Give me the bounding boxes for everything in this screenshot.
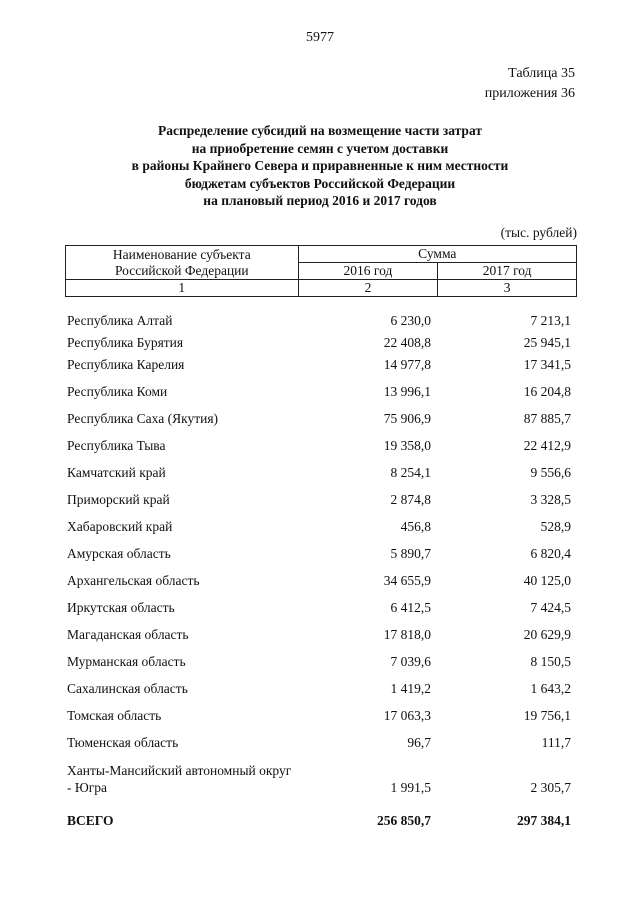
value-2016: 7 039,6 [390, 654, 431, 669]
year-2017-header: 2017 год [438, 263, 577, 280]
value-2017: 22 412,9 [523, 438, 571, 453]
value-2017: 25 945,1 [523, 335, 571, 350]
value-2017: 16 204,8 [523, 384, 571, 399]
value-2017: 40 125,0 [523, 573, 571, 588]
value-2016: 456,8 [400, 519, 431, 534]
value-2017: 528,9 [540, 519, 571, 534]
value-2016: 17 063,3 [383, 708, 431, 723]
table-body [65, 312, 577, 829]
region-name: Республика Тыва [67, 438, 166, 453]
name-header-line2: Российской Федерации [114, 262, 249, 278]
table-reference [485, 64, 575, 104]
value-2016: 34 655,9 [383, 573, 431, 588]
table-ref-line1: Таблица 35 [508, 66, 575, 81]
table-row [65, 454, 577, 481]
region-name: Амурская область [67, 546, 171, 561]
value-2017: 7 213,1 [530, 313, 571, 328]
table-row-total [65, 796, 577, 829]
region-name: Республика Алтай [67, 313, 173, 328]
page-number: 5977 [306, 30, 334, 45]
region-name: Приморский край [67, 492, 170, 507]
region-name: Архангельская область [67, 573, 200, 588]
title-line: на приобретение семян с учетом доставки [191, 140, 449, 156]
table-row [65, 670, 577, 697]
name-header-line1: Наименование субъекта [112, 246, 251, 262]
table-row [65, 481, 577, 508]
value-2016: 1 991,5 [390, 780, 431, 795]
sum-column-header: Сумма [298, 246, 576, 263]
region-name: Иркутская область [67, 600, 175, 615]
value-2016: 19 358,0 [383, 438, 431, 453]
value-2017: 8 150,5 [530, 654, 571, 669]
table-row [65, 427, 577, 454]
units-label: (тыс. рублей) [500, 225, 577, 240]
region-name: Ханты-Мансийский автономный округ - Югра [67, 763, 292, 795]
value-2017: 19 756,1 [523, 708, 571, 723]
column-number-3: 3 [438, 280, 577, 297]
value-2016: 17 818,0 [383, 627, 431, 642]
region-name: Камчатский край [67, 465, 166, 480]
table-row [65, 616, 577, 643]
table-row [65, 373, 577, 400]
title-line: в районы Крайнего Севера и приравненные к ним местности [131, 158, 509, 173]
table-row [65, 751, 577, 796]
value-2017: 87 885,7 [523, 411, 571, 426]
region-name: Республика Бурятия [67, 335, 184, 350]
name-column-header [66, 246, 299, 280]
table-row [65, 562, 577, 589]
value-2017: 20 629,9 [523, 627, 571, 642]
table-row [65, 508, 577, 535]
region-name: Томская область [67, 708, 162, 723]
region-name: Сахалинская область [67, 681, 188, 696]
table-row [65, 329, 577, 351]
table-row [65, 351, 577, 373]
year-2016-header: 2016 год [298, 263, 438, 280]
value-2016: 6 412,5 [390, 600, 431, 615]
total-label: ВСЕГО [67, 813, 114, 828]
region-name: Тюменская область [67, 735, 179, 750]
title-line: на плановый период 2016 и 2017 годов [203, 193, 437, 208]
table-ref-line2: приложения 36 [484, 86, 575, 101]
value-2016: 8 254,1 [390, 465, 431, 480]
value-2016: 1 419,2 [390, 681, 431, 696]
value-2017: 1 643,2 [530, 681, 571, 696]
region-name: Мурманская область [67, 654, 186, 669]
value-2016: 13 996,1 [383, 384, 431, 399]
value-2017: 6 820,4 [530, 546, 571, 561]
table-row [65, 589, 577, 616]
table-row [65, 697, 577, 724]
total-2017: 297 384,1 [517, 813, 571, 828]
table-row [65, 724, 577, 751]
region-name: Хабаровский край [67, 519, 173, 534]
column-number-2: 2 [298, 280, 438, 297]
table-row [65, 312, 577, 329]
table-header [65, 245, 577, 297]
value-2017: 111,7 [541, 735, 571, 750]
title-line: Распределение субсидий на возмещение части затрат [158, 123, 482, 138]
title-line: бюджетам субъектов Российской Федерации [184, 175, 456, 191]
table-row [65, 400, 577, 427]
value-2016: 14 977,8 [383, 357, 431, 372]
value-2016: 96,7 [407, 735, 431, 750]
value-2017: 3 328,5 [530, 492, 571, 507]
region-name: Республика Коми [67, 384, 168, 399]
value-2016: 22 408,8 [383, 335, 431, 350]
value-2016: 75 906,9 [383, 411, 431, 426]
column-number-1: 1 [66, 280, 299, 297]
region-name: Республика Карелия [67, 357, 185, 372]
value-2016: 6 230,0 [390, 313, 431, 328]
value-2017: 2 305,7 [530, 780, 571, 795]
table-row [65, 535, 577, 562]
region-name: Магаданская область [67, 627, 189, 642]
total-2016: 256 850,7 [377, 813, 431, 828]
value-2017: 9 556,6 [530, 465, 571, 480]
value-2017: 7 424,5 [530, 600, 571, 615]
value-2017: 17 341,5 [523, 357, 571, 372]
document-title [0, 122, 640, 210]
value-2016: 2 874,8 [390, 492, 431, 507]
table-row [65, 643, 577, 670]
region-name: Республика Саха (Якутия) [67, 411, 219, 426]
value-2016: 5 890,7 [390, 546, 431, 561]
